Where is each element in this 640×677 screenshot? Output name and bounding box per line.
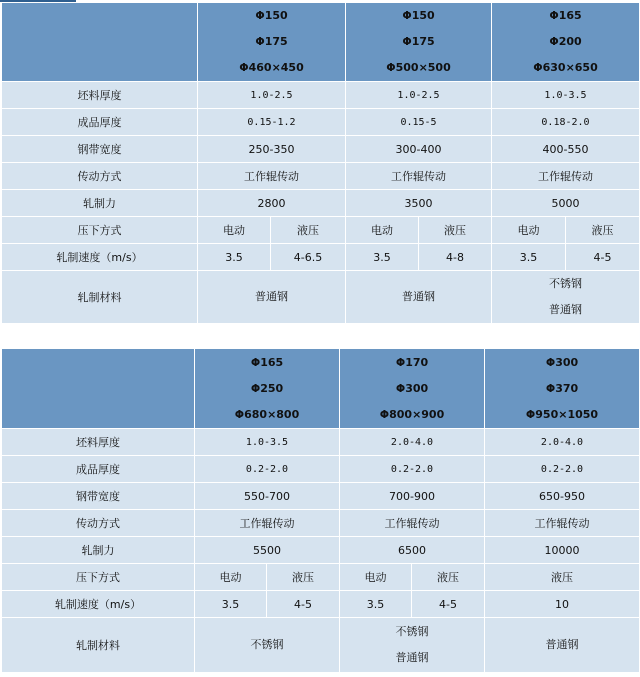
table-cell: 电动: [198, 217, 271, 244]
table-cell: [340, 618, 485, 673]
table-cell: [195, 618, 340, 673]
row-label: 钢带宽度: [2, 136, 198, 163]
table-cell: [485, 618, 640, 673]
row-label: 轧制力: [2, 190, 198, 217]
table-row: [2, 429, 640, 456]
header-corner: [2, 3, 198, 82]
table-cell: 2.0-4.0: [340, 429, 485, 456]
table-cell: 0.2-2.0: [340, 456, 485, 483]
spec-table-1: [1, 2, 640, 324]
header-line: Φ250: [250, 381, 284, 395]
table-cell: 10000: [485, 537, 640, 564]
table-row: [2, 271, 640, 324]
table-row: [2, 82, 640, 109]
row-label: 轧制材料: [2, 271, 198, 324]
table-cell: 液压: [412, 564, 485, 591]
table-cell: 400-550: [492, 136, 640, 163]
table-cell: 电动: [346, 217, 419, 244]
header-line: Φ950×1050: [525, 407, 599, 421]
header-line: Φ175: [255, 35, 288, 48]
table-row: [2, 591, 640, 618]
table-cell: 3.5: [195, 591, 267, 618]
table-cell: 工作辊传动: [340, 510, 485, 537]
table-row: [2, 163, 640, 190]
row-label: 轧制速度（m/s）: [2, 244, 198, 271]
table-row: [2, 244, 640, 271]
table-cell: 工作辊传动: [485, 510, 640, 537]
table-cell: 工作辊传动: [198, 163, 346, 190]
material-line: 普通钢: [395, 651, 429, 664]
table-cell: 1.0-2.5: [198, 82, 346, 109]
header-model-col: [340, 349, 485, 429]
table-cell: 0.2-2.0: [485, 456, 640, 483]
table-cell: 1.0-2.5: [346, 82, 492, 109]
material-line: 普通钢: [402, 290, 435, 303]
table-row: [2, 483, 640, 510]
header-line: Φ630×650: [533, 61, 598, 74]
table-cell: 700-900: [340, 483, 485, 510]
row-label: 压下方式: [2, 564, 195, 591]
table-row: [2, 109, 640, 136]
table-cell: 0.15-1.2: [198, 109, 346, 136]
header-line: Φ300: [395, 381, 429, 395]
table-cell: 4-5: [412, 591, 485, 618]
header-model-col: [492, 3, 640, 82]
table-cell: 液压: [485, 564, 640, 591]
table-cell: 0.15-5: [346, 109, 492, 136]
table-cell: [198, 271, 346, 324]
table-cell: 工作辊传动: [492, 163, 640, 190]
table-cell: 5000: [492, 190, 640, 217]
table-cell: 0.18-2.0: [492, 109, 640, 136]
table-cell: 6500: [340, 537, 485, 564]
table-cell: 2800: [198, 190, 346, 217]
table-cell: 4-6.5: [271, 244, 346, 271]
table-cell: 工作辊传动: [195, 510, 340, 537]
table-header-row: [2, 349, 640, 429]
table-cell: 550-700: [195, 483, 340, 510]
table-row: [2, 456, 640, 483]
table-cell: 电动: [195, 564, 267, 591]
table-cell: 1.0-3.5: [195, 429, 340, 456]
row-label: 压下方式: [2, 217, 198, 244]
table-cell: 液压: [566, 217, 640, 244]
table-row: [2, 510, 640, 537]
row-label: 轧制材料: [2, 618, 195, 673]
header-line: Φ460×450: [239, 61, 304, 74]
table-cell: 300-400: [346, 136, 492, 163]
table-cell: 4-5: [267, 591, 340, 618]
row-label: 传动方式: [2, 163, 198, 190]
header-line: Φ500×500: [386, 61, 451, 74]
material-line: 不锈钢: [250, 638, 284, 651]
row-label: 成品厚度: [2, 456, 195, 483]
header-line: Φ800×900: [379, 407, 445, 421]
material-line: 普通钢: [545, 638, 579, 651]
header-line: Φ170: [395, 355, 429, 369]
table-cell: 650-950: [485, 483, 640, 510]
table-header-row: [2, 3, 640, 82]
table-cell: [346, 271, 492, 324]
row-label: 成品厚度: [2, 109, 198, 136]
table-cell: 工作辊传动: [346, 163, 492, 190]
row-label: 轧制力: [2, 537, 195, 564]
header-line: Φ165: [250, 355, 284, 369]
row-label: 传动方式: [2, 510, 195, 537]
table-cell: 3.5: [198, 244, 271, 271]
table-cell: 5500: [195, 537, 340, 564]
material-line: 不锈钢: [395, 625, 429, 638]
header-model-col: [485, 349, 640, 429]
table-cell: 2.0-4.0: [485, 429, 640, 456]
spec-table-2: [1, 348, 640, 673]
header-line: Φ370: [545, 381, 579, 395]
header-model-col: [195, 349, 340, 429]
table-cell: 3500: [346, 190, 492, 217]
header-line: Φ150: [255, 9, 288, 22]
table-cell: 3.5: [492, 244, 566, 271]
row-label: 坯料厚度: [2, 429, 195, 456]
table-cell: 4-8: [419, 244, 492, 271]
table-row: [2, 190, 640, 217]
header-line: Φ680×800: [234, 407, 300, 421]
table-cell: 10: [485, 591, 640, 618]
row-label: 钢带宽度: [2, 483, 195, 510]
header-model-col: [198, 3, 346, 82]
table-row: [2, 136, 640, 163]
table-cell: 3.5: [346, 244, 419, 271]
material-line: 不锈钢: [549, 277, 582, 290]
header-corner: [2, 349, 195, 429]
table-cell: [492, 271, 640, 324]
header-line: Φ300: [545, 355, 579, 369]
header-line: Φ165: [549, 9, 582, 22]
table-cell: 电动: [492, 217, 566, 244]
table-row: [2, 217, 640, 244]
table-cell: 4-5: [566, 244, 640, 271]
material-line: 普通钢: [549, 303, 582, 316]
row-label: 轧制速度（m/s）: [2, 591, 195, 618]
header-line: Φ200: [549, 35, 582, 48]
header-line: Φ175: [402, 35, 435, 48]
table-cell: 电动: [340, 564, 412, 591]
table-row: [2, 564, 640, 591]
table-cell: 3.5: [340, 591, 412, 618]
table-cell: 液压: [419, 217, 492, 244]
table-cell: 液压: [271, 217, 346, 244]
table-cell: 250-350: [198, 136, 346, 163]
header-line: Φ150: [402, 9, 435, 22]
material-line: 普通钢: [255, 290, 288, 303]
table-row: [2, 537, 640, 564]
row-label: 坯料厚度: [2, 82, 198, 109]
table-cell: 0.2-2.0: [195, 456, 340, 483]
table-cell: 1.0-3.5: [492, 82, 640, 109]
header-model-col: [346, 3, 492, 82]
table-row: [2, 618, 640, 673]
table-cell: 液压: [267, 564, 340, 591]
